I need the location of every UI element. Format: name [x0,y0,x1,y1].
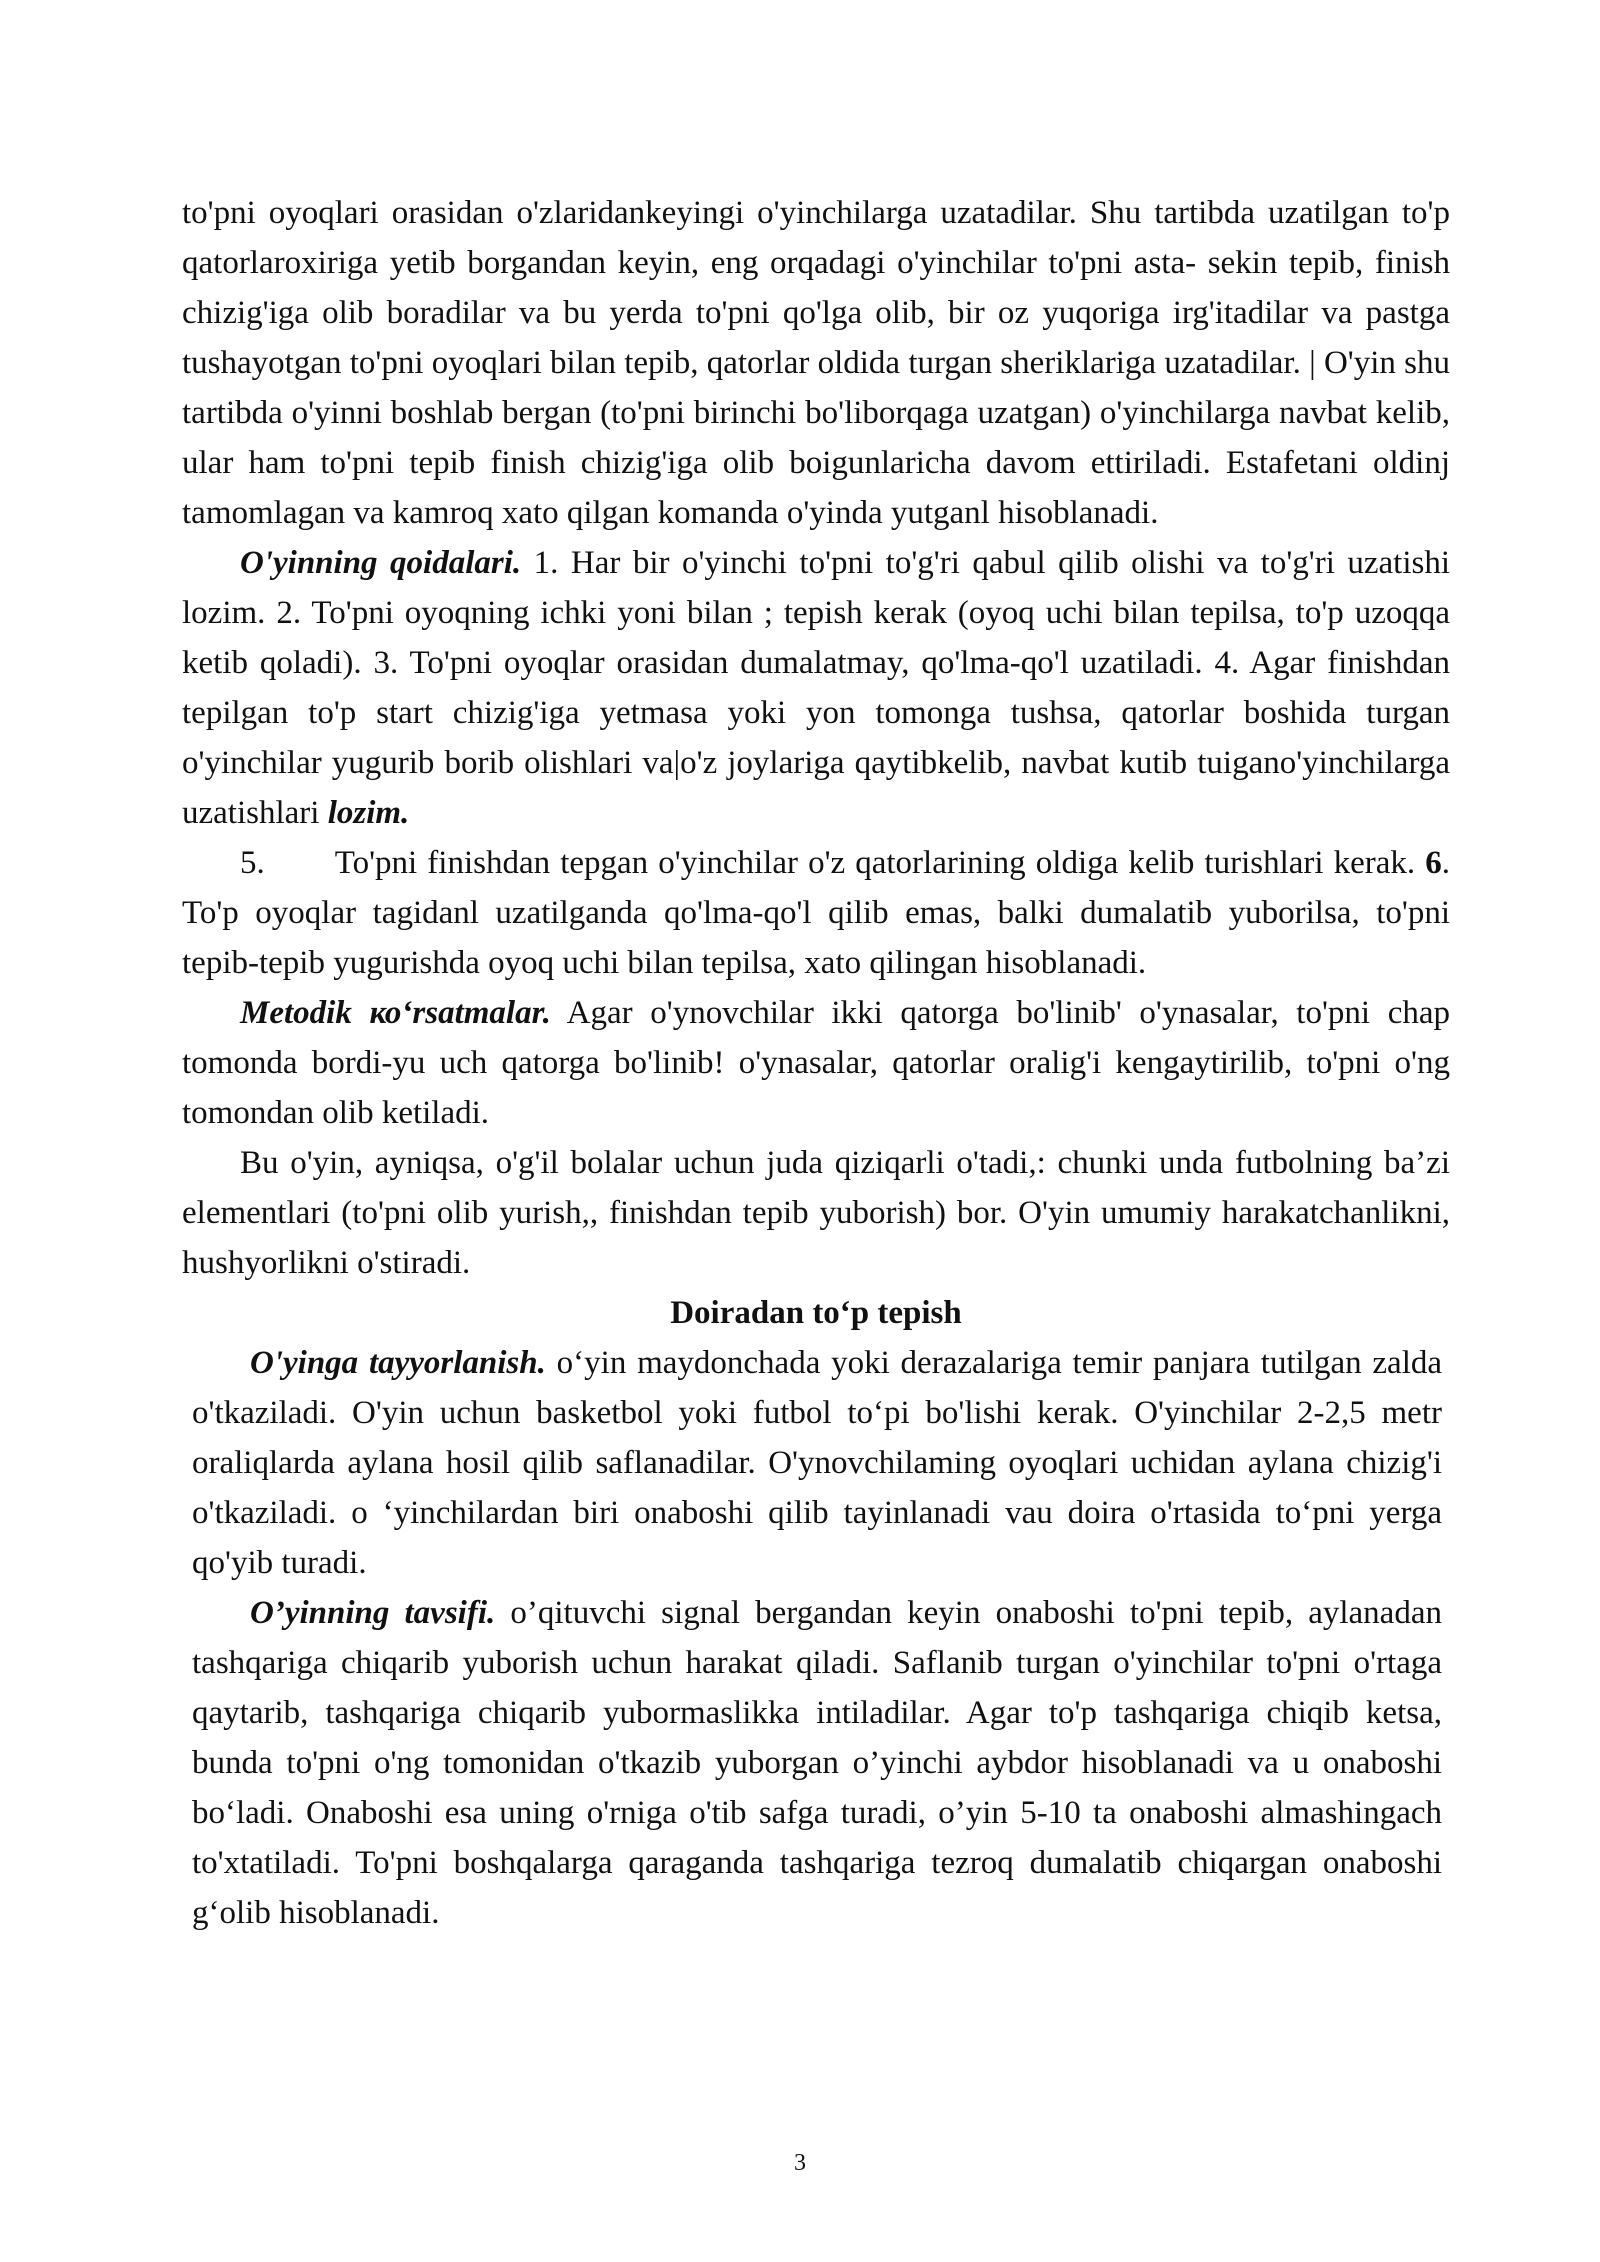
section-heading: Doiradan to‘p tepish [670,1295,962,1331]
rules-label: O'yinning qoidalari. [240,545,522,581]
method-text: Agar o'ynovchilar ikki qatorga bo'linib' o'ynasalar, to'pni chap tomonda bordi-yu uch qatorga bo'linib! o'ynasalar, qatorlar oralig'i kengaytirilib, to'pni o'ng tomondan olib ketiladi. [182,995,1450,1131]
page-number: 3 [794,2150,806,2176]
preparation-label: O'yinga tayyorlanish. [250,1345,546,1381]
rule-6-number: 6 [1425,845,1442,881]
rules-emphasis: lozim. [327,795,410,831]
body-text [182,188,1450,1938]
game-summary-text: Bu o'yin, ayniqsa, o'g'il bolalar uchun juda qiziqarli o'tadi,: chunki unda futbolning ba’zi elementlari (to'pni olib yurish,, finishdan tepib yuborish) bor. O'yin umumiy harakatchanlikni, hushyorlikni o'stiradi. [182,1145,1450,1281]
method-label: Metodik ко‘rsatmalar. [240,995,551,1031]
paragraph-text: to'pni oyoqlari orasidan o'zlaridankeyingi o'yinchilarga uzatadilar. Shu tartibda uzatilgan to'p qatorlaroxiriga yetib borgandan keyin, eng orqadagi o'yinchilar to'pni asta- sekin tepib, finish chizig'iga olib boradilar va bu yerda to'pni qo'lga olib, bir oz yuqoriga irg'itadilar va pastga tushayotgan to'pni oyoqlari bilan tepib, qatorlar oldida turgan sheriklariga uzatadilar. | O'yin shu tartibda o'yinni boshlab bergan (to'pni birinchi bo'liborqaga uzatgan) o'yinchilarga navbat kelib, ular ham to'pni tepib finish chizig'iga olib boigunlaricha davom ettiriladi. Estafetani oldinj tamomlagan va kamroq xato qilgan komanda o'yinda yutganl hisoblanadi. [182,195,1450,531]
rules-text: 1. Har bir o'yinchi to'pni to'g'ri qabul qilib olishi va to'g'ri uzatishi lozim. 2. To'pni oyoqning ichki yoni bilan ; tepish kerak (oyoq uchi bilan tepilsa, to'p uzoqqa ketib qoladi). 3. To'pni oyoqlar orasidan dumalatmay, qo'lma-qo'l uzatiladi. 4. Agar finishdan tepilgan to'p start chizig'iga yetmasa yoki yon tomonga tushsa, qatorlar boshida turgan o'yinchilar yugurib borib olishlari va|o'z joylariga qaytibkelib, navbat kutib tuiganо'yinchilarga uzatishlari [182,545,1451,831]
paragraph-method [182,988,1450,1138]
paragraph-rules [182,538,1450,838]
paragraph-relay-continuation [182,188,1450,538]
description-label: O’yinning tavsifi. [250,1595,496,1631]
rule-6-text: . To'p oyoqlar tagidanl uzatilganda qo'lma-qo'l qilib emas, balki dumalatib yuborilsa, to'pni tepib-tepib yugurishda oyoq uchi bilan tepilsa, xato qilingan hisoblanadi. [182,845,1450,981]
paragraph-game-summary [182,1138,1450,1288]
preparation-text: o‘yin maydonchada yoki derazalariga temir panjara tutilgan zalda o'tkaziladi. O'yin uchun basketbol yoki futbol to‘pi bo'lishi kerak. O'yinchilar 2-2,5 metr oraliqlarda aylana hosil qilib saflanadilar. O'ynovchilaming oyoqlari uchidan aylana chizig'i o'tkaziladi. o ‘yinchilardan biri onaboshi qilib tayinlanadi vau doira o'rtasida to‘pni yerga qo'yib turadi. [192,1345,1443,1581]
paragraph-rules-5-6 [182,838,1450,988]
paragraph-description [192,1588,1442,1938]
paragraph-preparation [192,1338,1442,1588]
rule-5-number: 5. [240,845,265,881]
description-text: o’qituvchi signal bergandan keyin onaboshi to'pni tepib, aylanadan tashqariga chiqarib yuborish uchun harakat qiladi. Saflanib turgan o'yinchilar to'pni o'rtaga qaytarib, tashqariga chiqarib yubormaslikka intiladilar. Agar to'p tashqariga chiqib ketsa, bunda to'pni o'ng tomonidan o'tkazib yuborgan o’yinchi aybdor hisoblanadi va u onaboshi bo‘ladi. Onaboshi esa uning o'rniga o'tib safga turadi, o’yin 5-10 ta onaboshi almashingach to'xtatiladi. To'pni boshqalarga qaraganda tashqariga tezroq dumalatib chiqargan onaboshi g‘olib hisoblanadi. [192,1595,1442,1931]
shifted-section [182,1338,1450,1938]
rule-5-text: To'pni finishdan tepgan o'yinchilar o'z qatorlarining oldiga kelib turishlari kerak. [334,845,1426,881]
